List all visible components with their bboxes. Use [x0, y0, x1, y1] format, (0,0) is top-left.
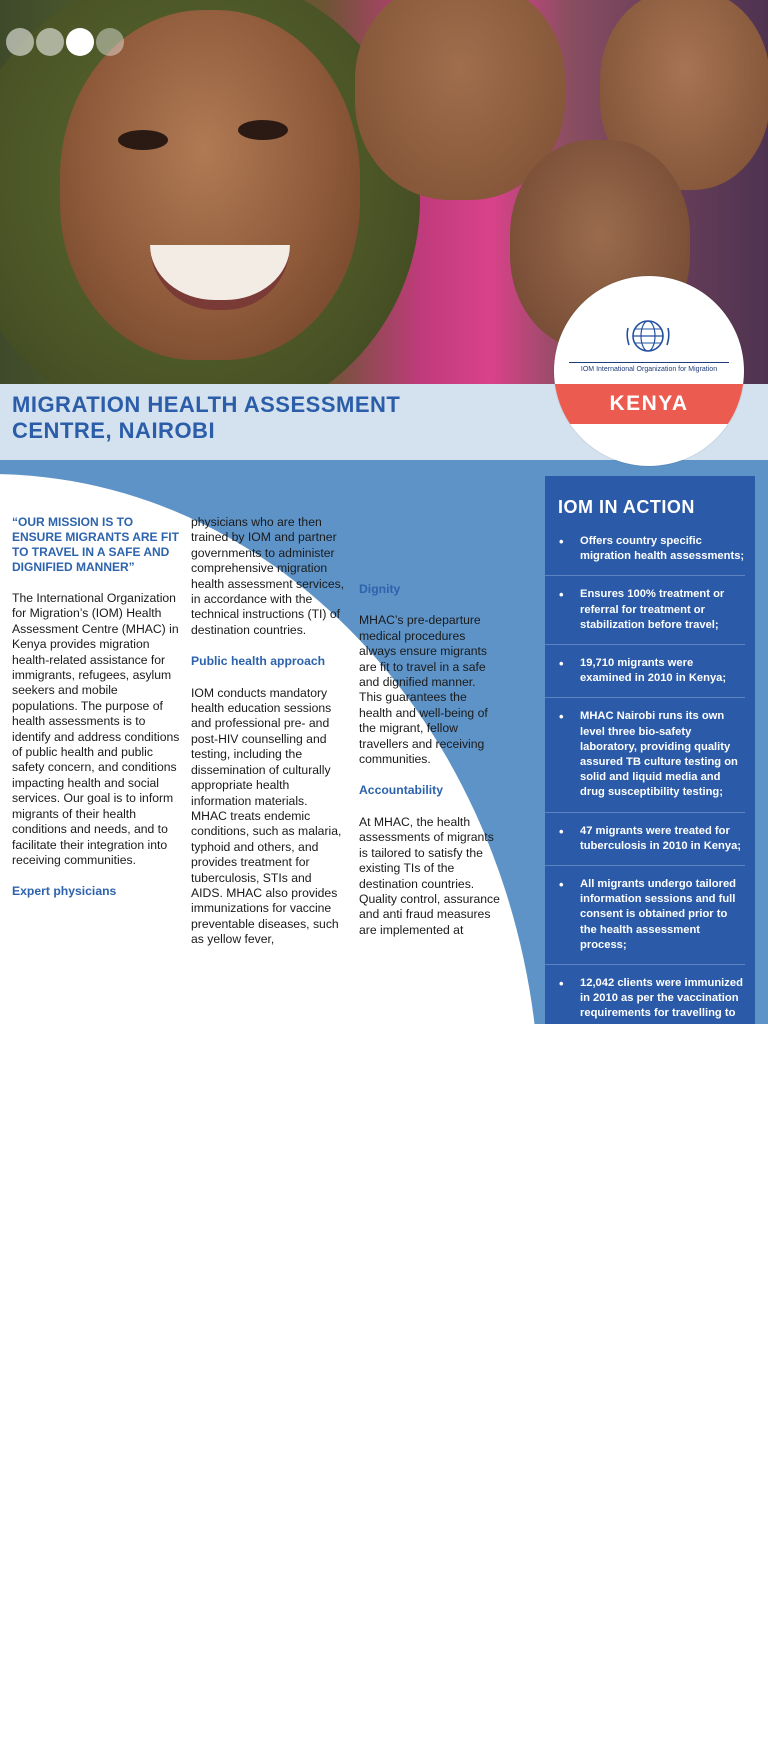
list-item: [545, 656, 755, 698]
subheading-dignity: Dignity: [359, 582, 401, 596]
list-item: [545, 877, 755, 965]
list-item: [545, 534, 755, 576]
list-item-text: Offers country specific migration health assessments;: [580, 535, 745, 563]
mission-quote: “OUR MISSION IS TO ENSURE MIGRANTS ARE FIT TO TRAVEL IN A SAFE AND DIGNIFIED MANNER”: [12, 515, 179, 574]
physicians-paragraph: physicians who are then trained by IOM and partner governments to administer comprehensive migration health assessment services, in accordance with the technical instructions (TI) of destination countries.: [191, 515, 345, 637]
list-item-text: 12,042 clients were immunized in 2010 as per the vaccination requirements for travelling to the United States.: [580, 977, 743, 1035]
list-item: [545, 824, 755, 866]
action-title: IOM IN ACTION: [558, 497, 695, 517]
left-eye-shape: [118, 130, 168, 150]
carousel-dot[interactable]: [96, 28, 124, 56]
subheading-accountability: Accountability: [359, 783, 443, 798]
country-label: KENYA: [554, 384, 744, 424]
list-item: [545, 976, 755, 1037]
column-2: [191, 515, 346, 964]
list-item-text: All migrants undergo tailored information sessions and full consent is obtained prior to the health assessment process;: [580, 878, 737, 951]
list-item-text: Ensures 100% treatment or referral for treatment or stabilization before travel;: [580, 588, 725, 631]
list-item: [545, 587, 755, 645]
accountability-paragraph: At MHAC, the health assessments of migrants is tailored to satisfy the existing TIs of the destination countries. Quality control, assurance and anti fraud measures are implemented at: [359, 814, 500, 937]
iom-badge: [554, 276, 744, 466]
subheading-public-health: Public health approach: [191, 654, 326, 669]
iom-org-name: IOM International Organization for Migration: [569, 362, 729, 373]
list-item-text: MHAC Nairobi runs its own level three bio-safety laboratory, providing quality assured TB culture testing on solid and liquid media and drug susceptibility testing;: [580, 710, 738, 799]
carousel-dots: [6, 28, 124, 56]
action-list: [545, 534, 755, 1048]
right-eye-shape: [238, 120, 288, 140]
column-1: [12, 515, 184, 916]
title-line-1: MIGRATION HEALTH ASSESSMENT: [12, 392, 401, 417]
carousel-dot[interactable]: [6, 28, 34, 56]
intro-paragraph: The International Organization for Migration’s (IOM) Health Assessment Centre (MHAC) in Kenya provides migration health-related assistance for immigrants, refugees, asylum seekers and mobile populations. The purpose of health assessments is to identify and address conditions of public health and public safety concern, and conditions impacting health and social services. Our goal is to inform migrants of their health conditions and needs, and to facilitate their integration into receiving communities.: [12, 591, 180, 867]
dignity-paragraph: MHAC’s pre-departure medical procedures always ensure migrants are fit to travel in a safe and dignified manner. This guarantees the health and well-being of the migrant, fellow travellers and receiving communities.: [359, 613, 488, 767]
list-item-text: 47 migrants were treated for tuberculosis in 2010 in Kenya;: [580, 824, 742, 852]
list-item: [545, 709, 755, 812]
subheading-expert-physicians: Expert physicians: [12, 884, 117, 899]
carousel-dot[interactable]: [36, 28, 64, 56]
list-item-text: 19,710 migrants were examined in 2010 in Kenya;: [580, 657, 727, 685]
public-health-paragraph: IOM conducts mandatory health education sessions and professional pre- and post-HIV counselling and testing, including the dissemination of culturally appropriate health information materials. MHAC treats endemic conditions, such as malaria, typhoid and others, and provides treatment for tuberculosis, STIs and AIDS. MHAC also provides immunizations for vaccine preventable diseases, such as yellow fever,: [191, 685, 342, 947]
carousel-dot-active[interactable]: [66, 28, 94, 56]
title-line-2: CENTRE, NAIROBI: [12, 418, 216, 443]
iom-globe-logo-icon: [626, 318, 670, 354]
page-title: [12, 392, 532, 444]
column-3: [359, 582, 501, 954]
iom-in-action-box: [545, 476, 755, 1035]
